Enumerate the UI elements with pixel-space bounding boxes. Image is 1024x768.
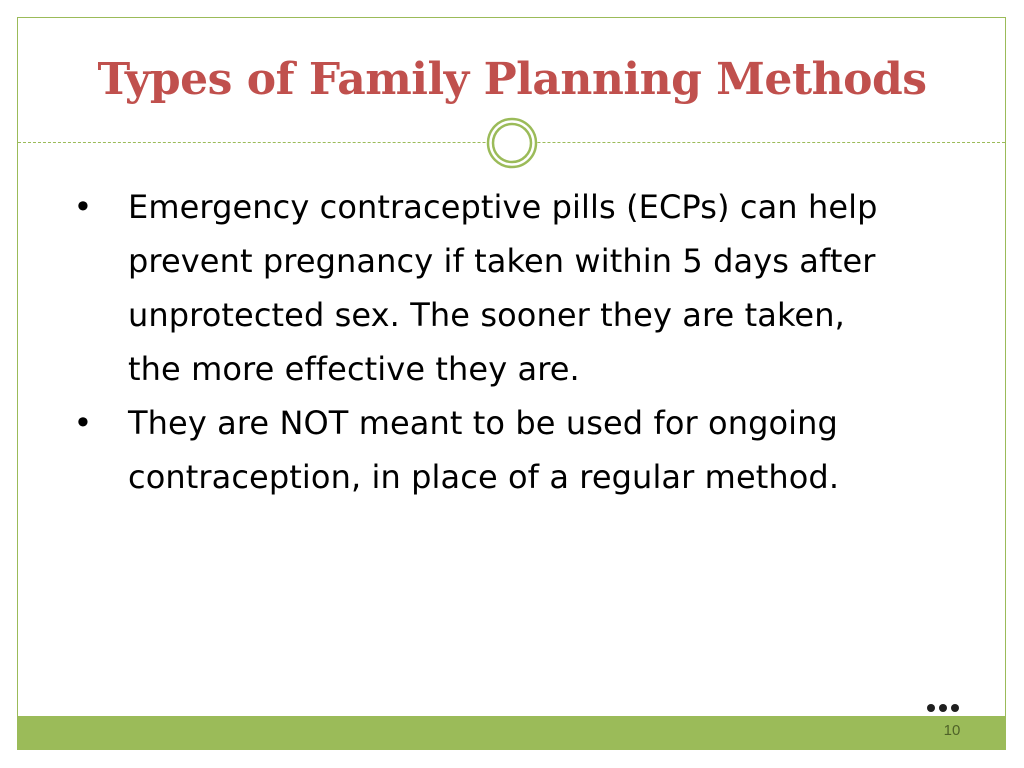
circle-ornament-icon (486, 117, 538, 169)
bullet-list (60, 180, 890, 504)
more-dots-icon (922, 692, 966, 716)
bullet-text: Emergency contraceptive pills (ECPs) can help prevent pregnancy if taken within 5 days after unprotected sex. The sooner they are taken, the more effective they are. (128, 188, 878, 388)
bullet-item (60, 180, 890, 396)
bullet-marker: • (73, 404, 93, 442)
footer-bar (17, 716, 1006, 750)
slide-title: Types of Family Planning Methods (97, 54, 927, 105)
bullet-text: They are NOT meant to be used for ongoing contraception, in place of a regular method. (128, 404, 840, 496)
bullet-marker: • (73, 188, 93, 226)
page-number: 10 (943, 722, 961, 739)
bullet-item (60, 396, 890, 504)
